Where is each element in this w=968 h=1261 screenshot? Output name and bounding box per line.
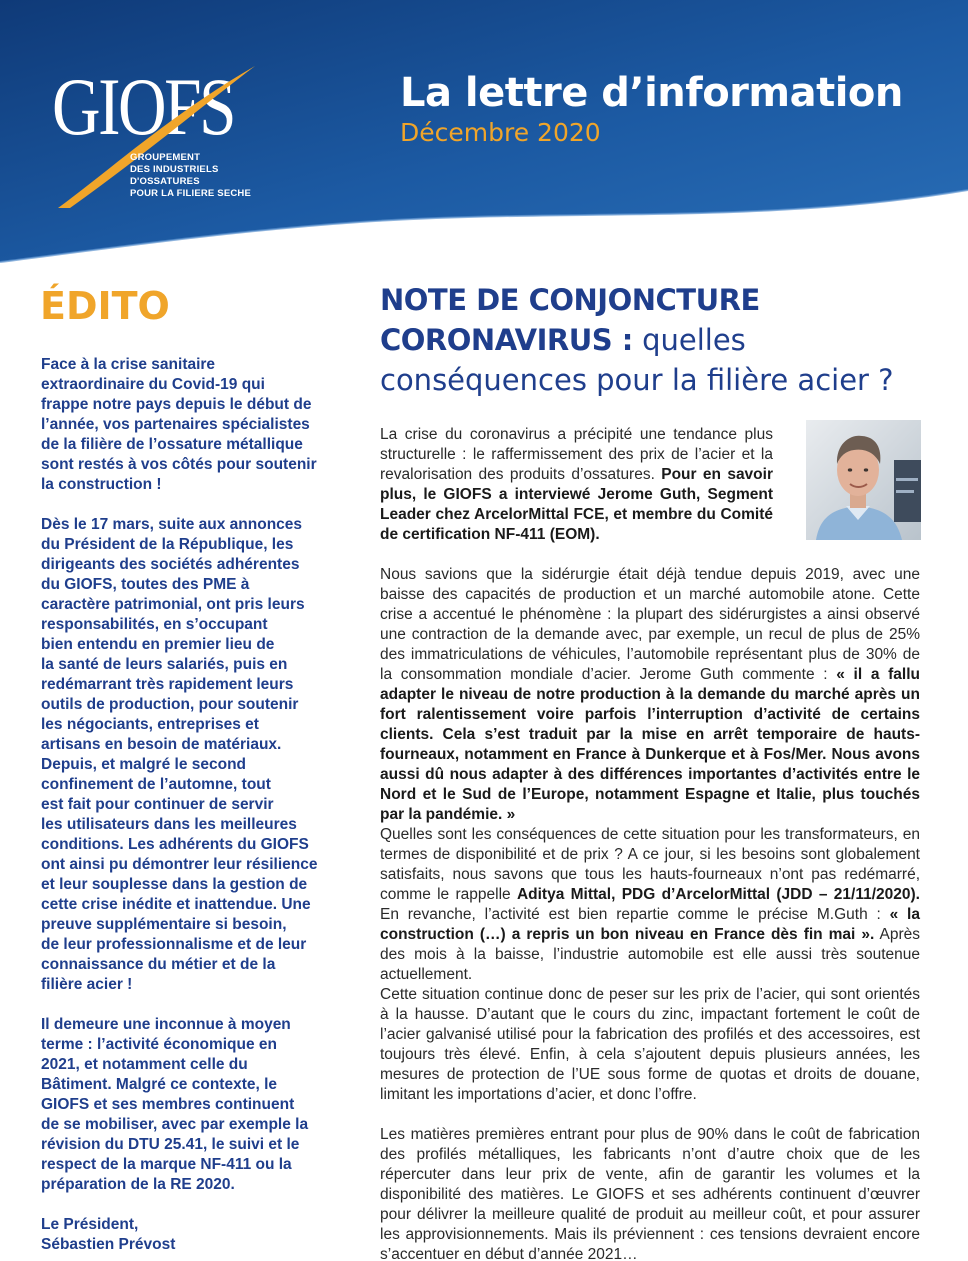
edito-paragraph: Il demeure une inconnue à moyen terme : l’activité économique en 2021, et notamment celle du Bâtiment. Malgré ce contexte, le GIOFS et ses membres continuent de se mobiliser, avec par exemple la révision du DTU 25.41, le suivi et le respect de la marque NF-411 ou la préparation de la RE 2020. — [41, 1016, 309, 1193]
edito-heading: ÉDITO — [40, 284, 170, 328]
edito-signature: Le Président, Sébastien Prévost — [41, 1216, 176, 1253]
article-intro: La crise du coronavirus a précipité une tendance plus structurelle : le raffermissement des prix de l’acier et la revalorisation des produits d’ossatures. Pour en savoir plus, le GIOFS a interviewé Jerome Guth, Segment Leader chez ArcelorMittal FCE, et membre du Comité de certification NF-411 (EOM). — [380, 426, 773, 543]
article-paragraph: Quelles sont les conséquences de cette situation pour les transformateurs, en termes de disponibilité et de prix ? A ce jour, si les besoins sont globalement satisfaits, nous savons que tous les hauts-fourneaux n’ont pas redémarré, comme le rappelle Aditya Mittal, PDG d’ArcelorMittal (JDD – 21/11/2020). En revanche, l’activité est bien repartie comme le précise M.Guth : « la construction (…) a repris un bon niveau en France dès fin mai ». Après des mois à la baisse, l’industrie automobile est elle aussi très soutenue actuellement. — [380, 826, 920, 983]
newsletter-date: Décembre 2020 — [400, 118, 601, 147]
newsletter-title: La lettre d’information — [400, 70, 903, 116]
edito-column — [41, 355, 331, 1261]
edito-paragraph: Face à la crise sanitaire extraordinaire du Covid-19 qui frappe notre pays depuis le début de l’année, vos partenaires spécialistes de la filière de l’ossature métallique sont restés à vos côtés pour soutenir la construction ! — [41, 356, 317, 493]
portrait-photo — [806, 420, 921, 540]
article-paragraph: Cette situation continue donc de peser sur les prix de l’acier, qui sont orientés à la hausse. D’autant que le cours du zinc, impactant fortement le coût de l’acier galvanisé utilisé pour la fabrication des profilés et des accessoires, est toujours très élevé. Enfin, à cela s’ajoutent depuis plusieurs années, les mesures de protection de l’UE sous forme de quotas et droits de douane, limitant les importations d’acier, et donc l’offre. — [380, 986, 920, 1103]
logo-subtitle: GROUPEMENT DES INDUSTRIELS D'OSSATURES POUR LA FILIERE SECHE — [130, 152, 252, 199]
article-title: NOTE DE CONJONCTURE CORONAVIRUS : quelles conséquences pour la filière acier ? — [380, 283, 894, 397]
article-paragraph: Les matières premières entrant pour plus de 90% dans le coût de fabrication des profilés métalliques, les fabricants n’ont d’autre choix que de les répercuter dans leur prix de vente, afin de garantir les volumes et la disponibilité des matières. Le GIOFS et ses adhérents continuent d’œuvrer pour délivrer la meilleure qualité de produit au meilleur coût, et pour assurer les approvisionnements. Mais ils préviennent : ces tensions devraient encore s’accentuer en début d’année 2021… — [380, 1126, 920, 1261]
edito-paragraph: Dès le 17 mars, suite aux annonces du Président de la République, les dirigeants des sociétés adhérentes du GIOFS, toutes des PME à caractère patrimonial, ont pris leurs responsabilités, en s’occupant bien entendu en premier lieu de la santé de leurs salariés, puis en redémarrant très rapidement leurs outils de production, pour soutenir les négociants, entreprises et artisans en besoin de matériaux. Depuis, et malgré le second confinement de l’automne, tout est fait pour continuer de servir les utilisateurs dans les meilleures conditions. Les adhérents du GIOFS ont ainsi pu démontrer leur résilience et leur souplesse dans la gestion de cette crise inédite et inattendue. Une preuve supplémentaire si besoin, de leur professionnalisme et de leur connaissance du métier et de la filière acier ! — [41, 516, 318, 993]
header-banner — [0, 0, 968, 270]
logo-wordmark: GIOFS — [52, 61, 235, 152]
giofs-logo — [50, 60, 270, 210]
article-paragraph: Nous savions que la sidérurgie était déjà tendue depuis 2019, avec une baisse des capacités de production et un marché automobile atone. Cette crise a accentué le phénomène : la plupart des sidérurgistes a ainsi observé une contraction de la demande avec, par exemple, un recul de plus de 25% des immatriculations de véhicules, l’automobile représentant plus de 30% de la consommation mondiale d’acier. Jerome Guth commente : « il a fallu adapter le niveau de notre production à la demande du marché après un fort ralentissement voire parfois l’interruption d’activité de certains clients. Cela s’est traduit par la mise en arrêt temporaire de hauts-fourneaux, notamment en France à Dunkerque et à Fos/Mer. Nous avons aussi dû nous adapter à des différences importantes d’activités entre le Nord et le Sud de l’Europe, notamment Espagne et Italie, plus touchés par la pandémie. » — [380, 566, 920, 823]
